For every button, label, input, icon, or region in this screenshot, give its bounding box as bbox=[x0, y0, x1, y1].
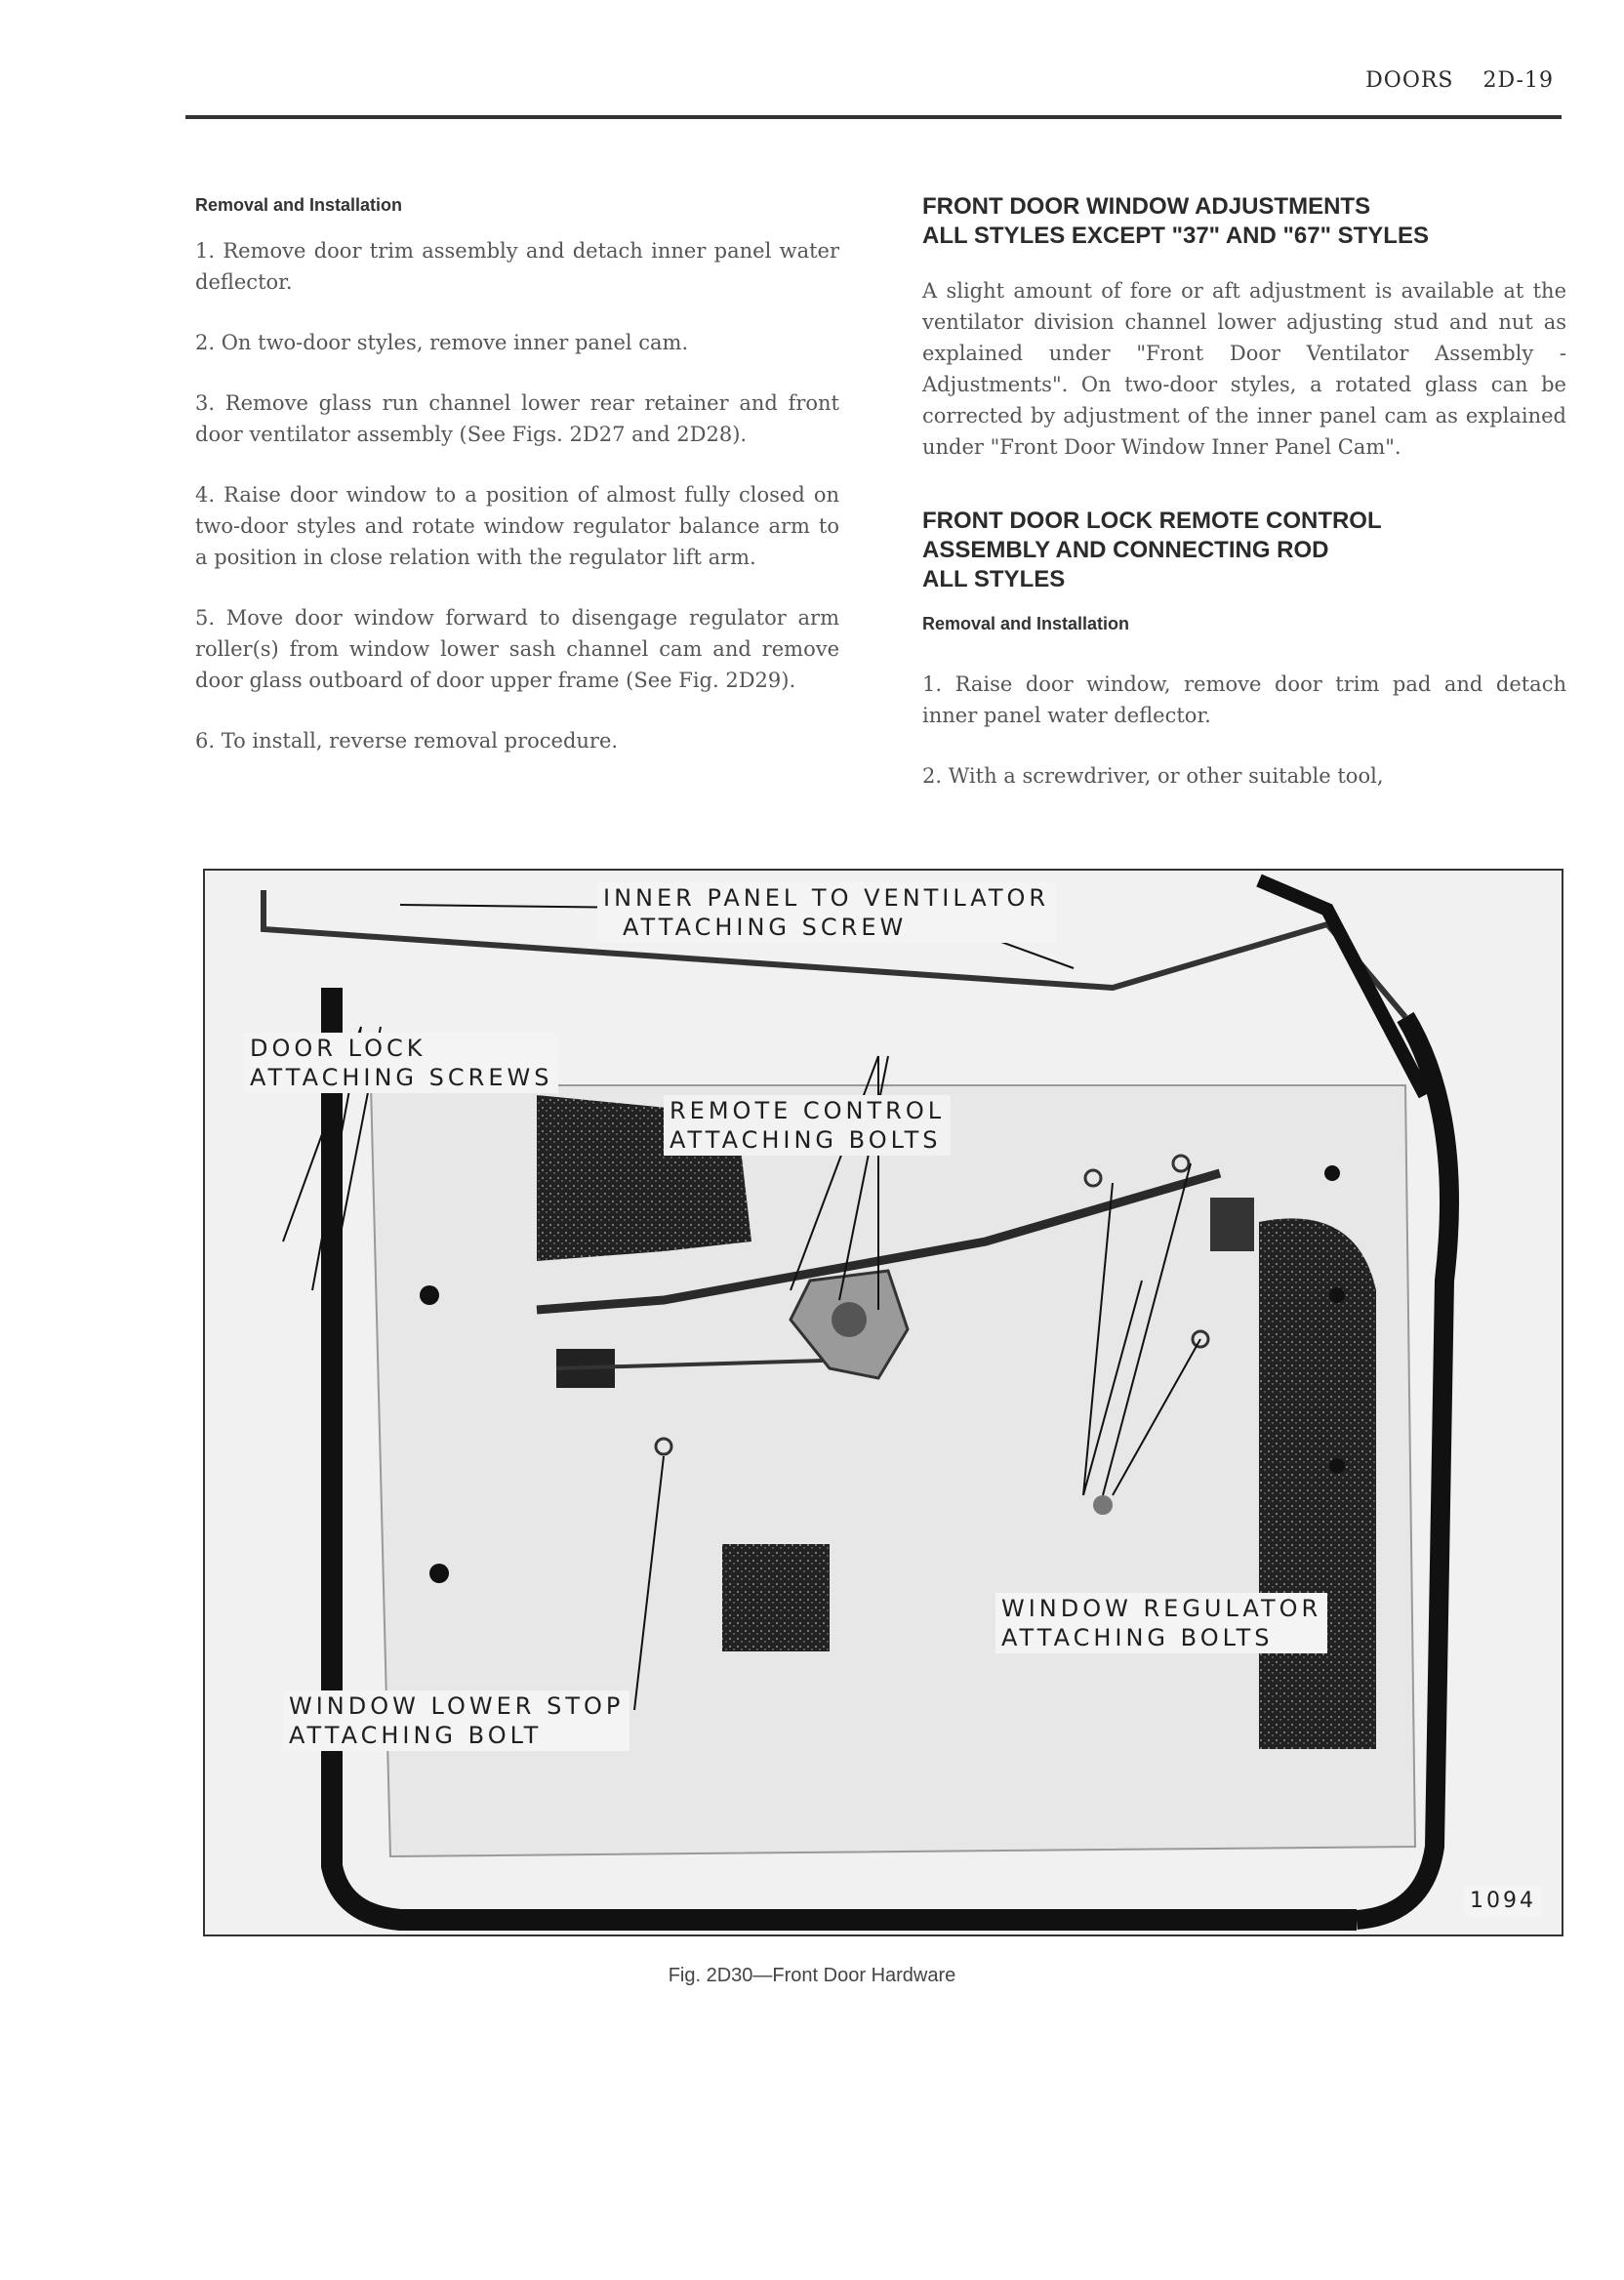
page-number: 2D-19 bbox=[1482, 68, 1554, 93]
removal-subheading: Removal and Installation bbox=[195, 195, 403, 215]
remote-step-1: 1. Raise door window, remove door trim pad and detach inner panel water deflector. bbox=[922, 672, 1566, 727]
step-4: 4. Raise door window to a position of almost fully closed on two-door styles and rotate window regulator balance arm to a position in close relation with the regulator lift arm. bbox=[195, 483, 839, 569]
door-hardware-figure bbox=[203, 869, 1563, 1936]
callout-line: REMOTE CONTROL bbox=[670, 1097, 946, 1124]
step-5: 5. Move door window forward to disengage regulator arm roller(s) from window lower sash channel cam and remove door glass outboard of door upper frame (See Fig. 2D29). bbox=[195, 606, 839, 692]
heading-line: FRONT DOOR LOCK REMOTE CONTROL bbox=[922, 508, 1382, 534]
callout-remote-control bbox=[664, 1095, 951, 1156]
callout-window-lower-stop bbox=[283, 1690, 629, 1751]
callout-line: ATTACHING BOLTS bbox=[1001, 1624, 1274, 1651]
figure-caption: Fig. 2D30—Front Door Hardware bbox=[668, 1965, 956, 1986]
callout-line: WINDOW LOWER STOP bbox=[289, 1692, 625, 1720]
figure-number: 1094 bbox=[1464, 1886, 1542, 1917]
step-1: 1. Remove door trim assembly and detach inner panel water deflector. bbox=[195, 239, 839, 294]
header-rule bbox=[185, 115, 1562, 119]
step-6: 6. To install, reverse removal procedure. bbox=[195, 729, 619, 753]
callout-line: WINDOW REGULATOR bbox=[1001, 1595, 1322, 1622]
callout-line: ATTACHING SCREWS bbox=[250, 1064, 553, 1091]
callout-inner-panel bbox=[597, 882, 1055, 943]
step-3: 3. Remove glass run channel lower rear retainer and front door ventilator assembly (See Figs. 2D27 and 2D28). bbox=[195, 391, 839, 446]
heading-line: ALL STYLES bbox=[922, 566, 1066, 592]
adjustments-paragraph: A slight amount of fore or aft adjustment is available at the ventilator division channel lower adjusting stud and nut as explained under "Front Door Ventilator Assembly - Adjustments". On two-door styles, a rotated glass can be corrected by adjustment of the inner panel cam as explained under "Front Door Window Inner Panel Cam". bbox=[922, 279, 1566, 459]
right-column bbox=[922, 181, 1566, 821]
remote-step-2: 2. With a screwdriver, or other suitable tool, bbox=[922, 764, 1384, 788]
section-name: DOORS bbox=[1365, 68, 1454, 93]
callout-window-regulator bbox=[995, 1593, 1327, 1653]
door-illustration bbox=[205, 871, 1562, 1934]
callout-line: ATTACHING SCREW bbox=[623, 914, 908, 941]
heading-line: FRONT DOOR WINDOW ADJUSTMENTS bbox=[922, 193, 1371, 220]
callout-line: ATTACHING BOLTS bbox=[670, 1126, 942, 1154]
window-adjustments-heading bbox=[922, 192, 1566, 251]
regulator-access-hole bbox=[1259, 1218, 1376, 1749]
remote-control-heading bbox=[922, 507, 1566, 594]
callout-line: DOOR LOCK bbox=[250, 1035, 426, 1062]
step-2: 2. On two-door styles, remove inner panel cam. bbox=[195, 331, 689, 354]
heading-line: ALL STYLES EXCEPT "37" AND "67" STYLES bbox=[922, 223, 1429, 249]
remote-removal-subheading: Removal and Installation bbox=[922, 614, 1130, 633]
lower-access-hole bbox=[722, 1544, 830, 1651]
callout-line: ATTACHING BOLT bbox=[289, 1722, 543, 1749]
page-header bbox=[1344, 68, 1554, 93]
heading-line: ASSEMBLY AND CONNECTING ROD bbox=[922, 537, 1329, 563]
left-column bbox=[195, 181, 839, 786]
callout-door-lock bbox=[244, 1033, 558, 1093]
callout-line: INNER PANEL TO VENTILATOR bbox=[603, 884, 1050, 912]
